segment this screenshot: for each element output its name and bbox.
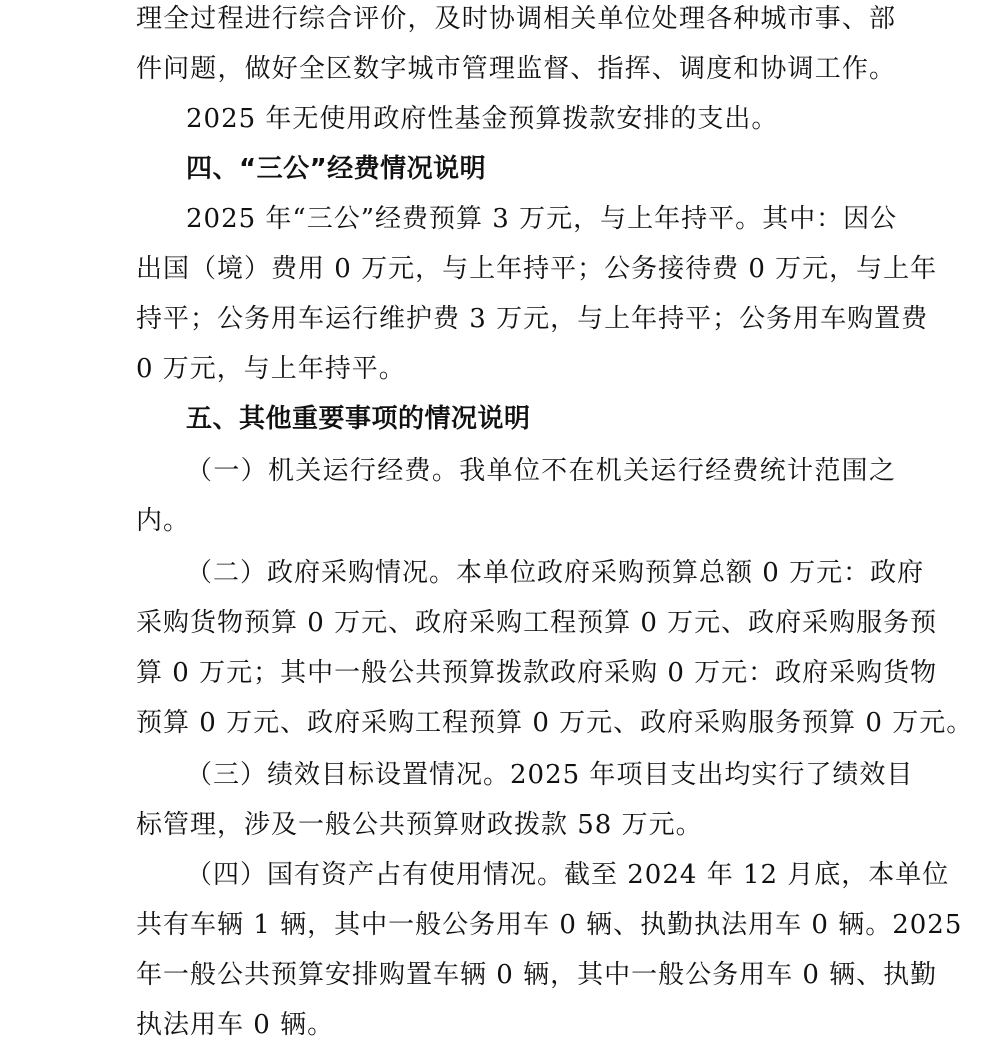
body-text-line: 算 0 万元；其中一般公共预算拨款政府采购 0 万元：政府采购货物 — [136, 658, 938, 688]
body-text-line: 年一般公共预算安排购置车辆 0 辆，其中一般公务用车 0 辆、执勤 — [136, 960, 938, 990]
paragraph-line: 2025 年无使用政府性基金预算拨款安排的支出。 — [186, 104, 779, 134]
body-text-line: 内。 — [136, 506, 191, 536]
paragraph-line: （四）国有资产占有使用情况。截至 2024 年 12 月底，本单位 — [186, 860, 950, 890]
paragraph-line: （一）机关运行经费。我单位不在机关运行经费统计范围之 — [186, 456, 896, 486]
body-text-line: 共有车辆 1 辆，其中一般公务用车 0 辆、执勤执法用车 0 辆。2025 — [136, 910, 963, 940]
section-heading-other-matters: 五、其他重要事项的情况说明 — [186, 404, 531, 434]
body-text-line: 预算 0 万元、政府采购工程预算 0 万元、政府采购服务预算 0 万元。 — [136, 708, 974, 738]
body-text-line: 理全过程进行综合评价，及时协调相关单位处理各种城市事、部 — [136, 4, 896, 34]
body-text-line: 执法用车 0 辆。 — [136, 1010, 335, 1040]
body-text-line: 标管理，涉及一般公共预算财政拨款 58 万元。 — [136, 810, 703, 840]
body-text-line: 出国（境）费用 0 万元，与上年持平；公务接待费 0 万元，与上年 — [136, 254, 938, 284]
body-text-line: 0 万元，与上年持平。 — [136, 354, 406, 384]
body-text-line: 件问题，做好全区数字城市管理监督、指挥、调度和协调工作。 — [136, 54, 896, 84]
body-text-line: 持平；公务用车运行维护费 3 万元，与上年持平；公务用车购置费 — [136, 304, 929, 334]
paragraph-line: （三）绩效目标设置情况。2025 年项目支出均实行了绩效目 — [186, 760, 914, 790]
paragraph-line: （二）政府采购情况。本单位政府采购预算总额 0 万元：政府 — [186, 558, 925, 588]
paragraph-line: 2025 年“三公”经费预算 3 万元，与上年持平。其中：因公 — [186, 204, 898, 234]
section-heading-sangong: 四、“三公”经费情况说明 — [186, 154, 487, 184]
body-text-line: 采购货物预算 0 万元、政府采购工程预算 0 万元、政府采购服务预 — [136, 608, 938, 638]
